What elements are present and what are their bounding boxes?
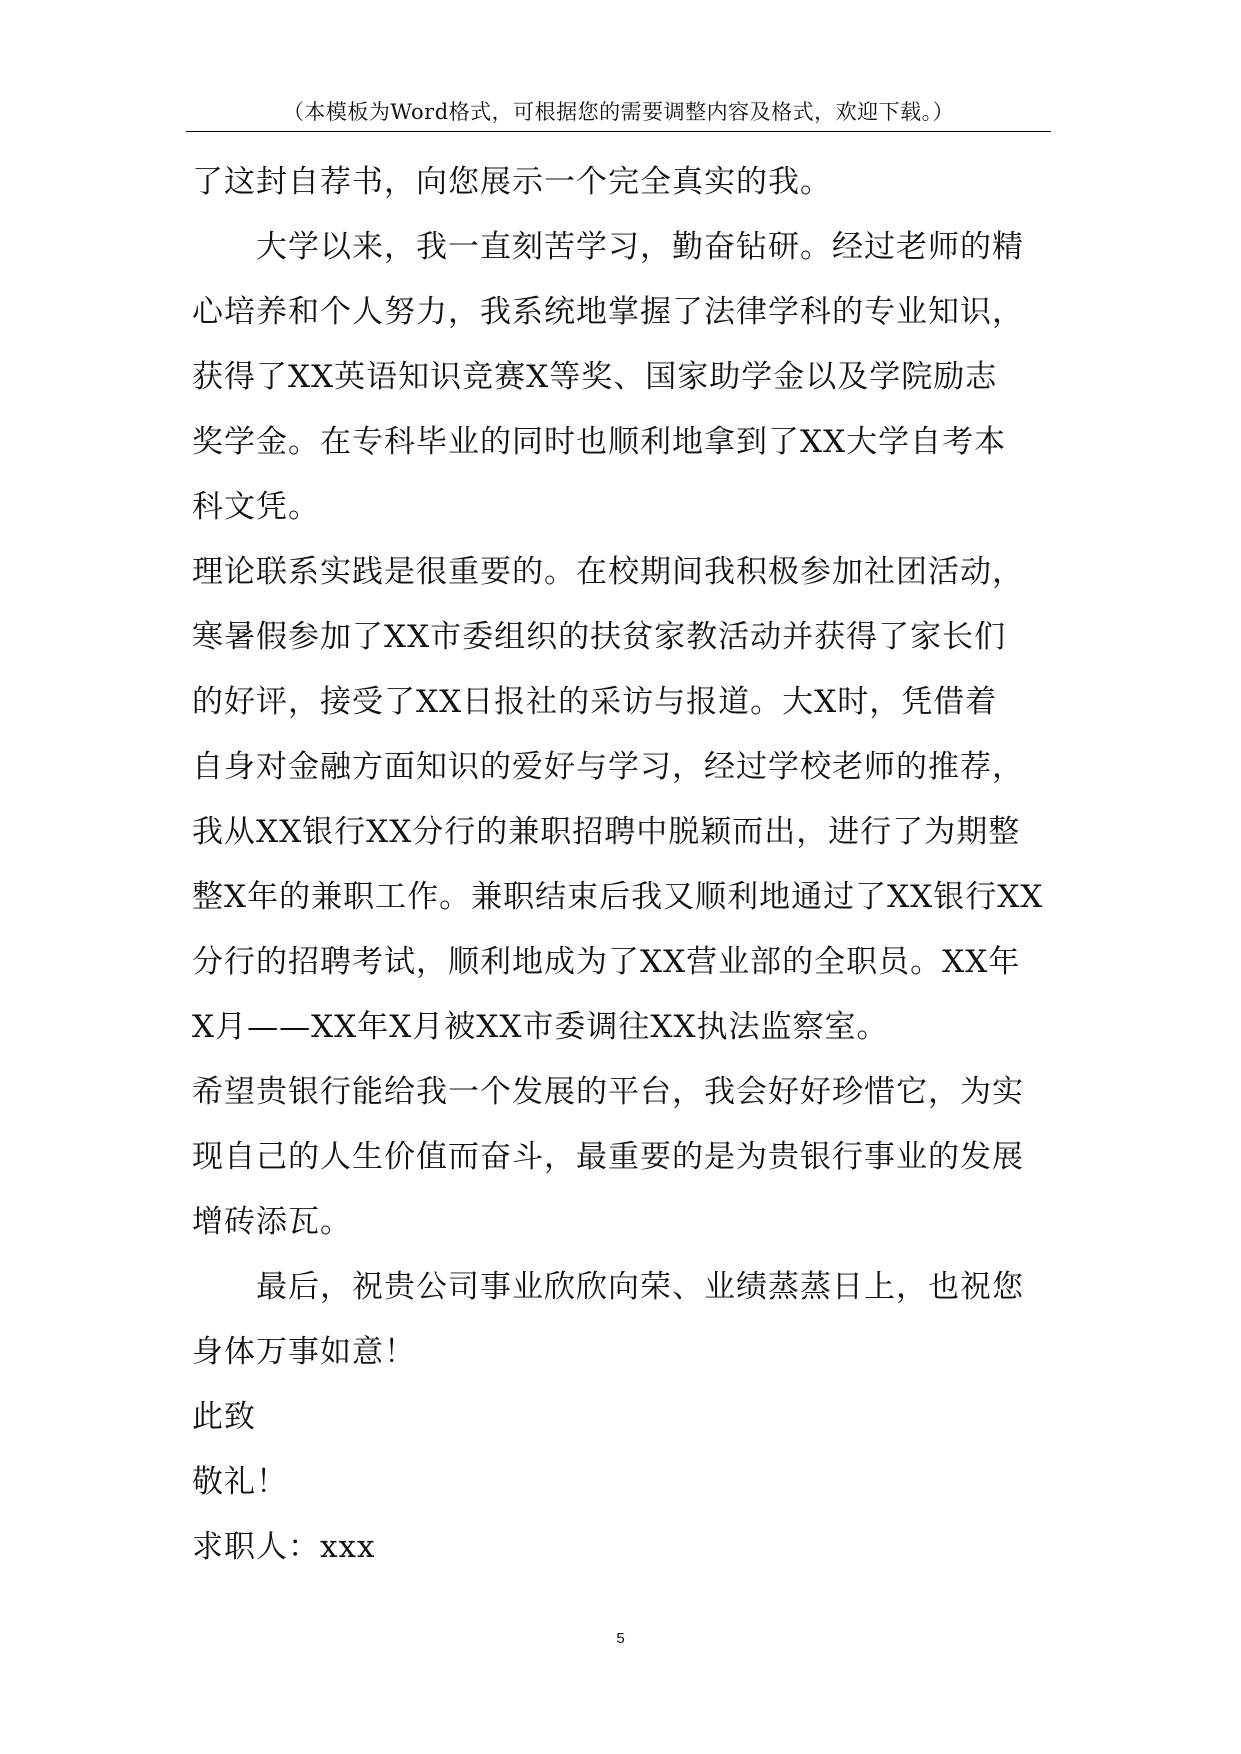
text-line: 最后，祝贵公司事业欣欣向荣、业绩蒸蒸日上，也祝您 (256, 1269, 1024, 1305)
text-line: X月——XX年X月被XX市委调往XX执法监察室。 (192, 1009, 889, 1045)
text-line: 获得了XX英语知识竞赛X等奖、国家助学金以及学院励志 (192, 359, 998, 395)
text-line: 身体万事如意！ (192, 1334, 416, 1370)
text-line: 整X年的兼职工作。兼职结束后我又顺利地通过了XX银行XX (192, 879, 1044, 915)
text-line: 自身对金融方面知识的爱好与学习，经过学校老师的推荐， (192, 749, 1024, 785)
text-line: 了这封自荐书，向您展示一个完全真实的我。 (192, 164, 832, 200)
page-number: 5 (616, 1630, 625, 1647)
text-line: 增砖添瓦。 (192, 1204, 352, 1240)
text-line: 我从XX银行XX分行的兼职招聘中脱颖而出，进行了为期整 (192, 814, 1021, 850)
text-line: 理论联系实践是很重要的。在校期间我积极参加社团活动， (192, 554, 1024, 590)
text-line: 分行的招聘考试，顺利地成为了XX营业部的全职员。XX年 (192, 944, 1021, 980)
text-line: 敬礼！ (192, 1464, 288, 1500)
text-line: 心培养和个人努力，我系统地掌握了法律学科的专业知识， (192, 294, 1024, 330)
text-line: 科文凭。 (192, 489, 320, 525)
text-line: 希望贵银行能给我一个发展的平台，我会好好珍惜它，为实 (192, 1074, 1024, 1110)
template-notice: （本模板为Word格式，可根据您的需要调整内容及格式，欢迎下载。） (282, 100, 955, 124)
text-line: 现自己的人生价值而奋斗，最重要的是为贵银行事业的发展 (192, 1139, 1024, 1175)
text-line: 的好评，接受了XX日报社的采访与报道。大X时，凭借着 (192, 684, 998, 720)
text-line: 奖学金。在专科毕业的同时也顺利地拿到了XX大学自考本 (192, 424, 1007, 460)
text-line: 大学以来，我一直刻苦学习，勤奋钻研。经过老师的精 (256, 229, 1024, 265)
header-divider (186, 131, 1051, 132)
text-line: 寒暑假参加了XX市委组织的扶贫家教活动并获得了家长们 (192, 619, 1007, 655)
signature-line: 求职人：xxx (192, 1529, 376, 1565)
text-line: 此致 (192, 1399, 256, 1435)
